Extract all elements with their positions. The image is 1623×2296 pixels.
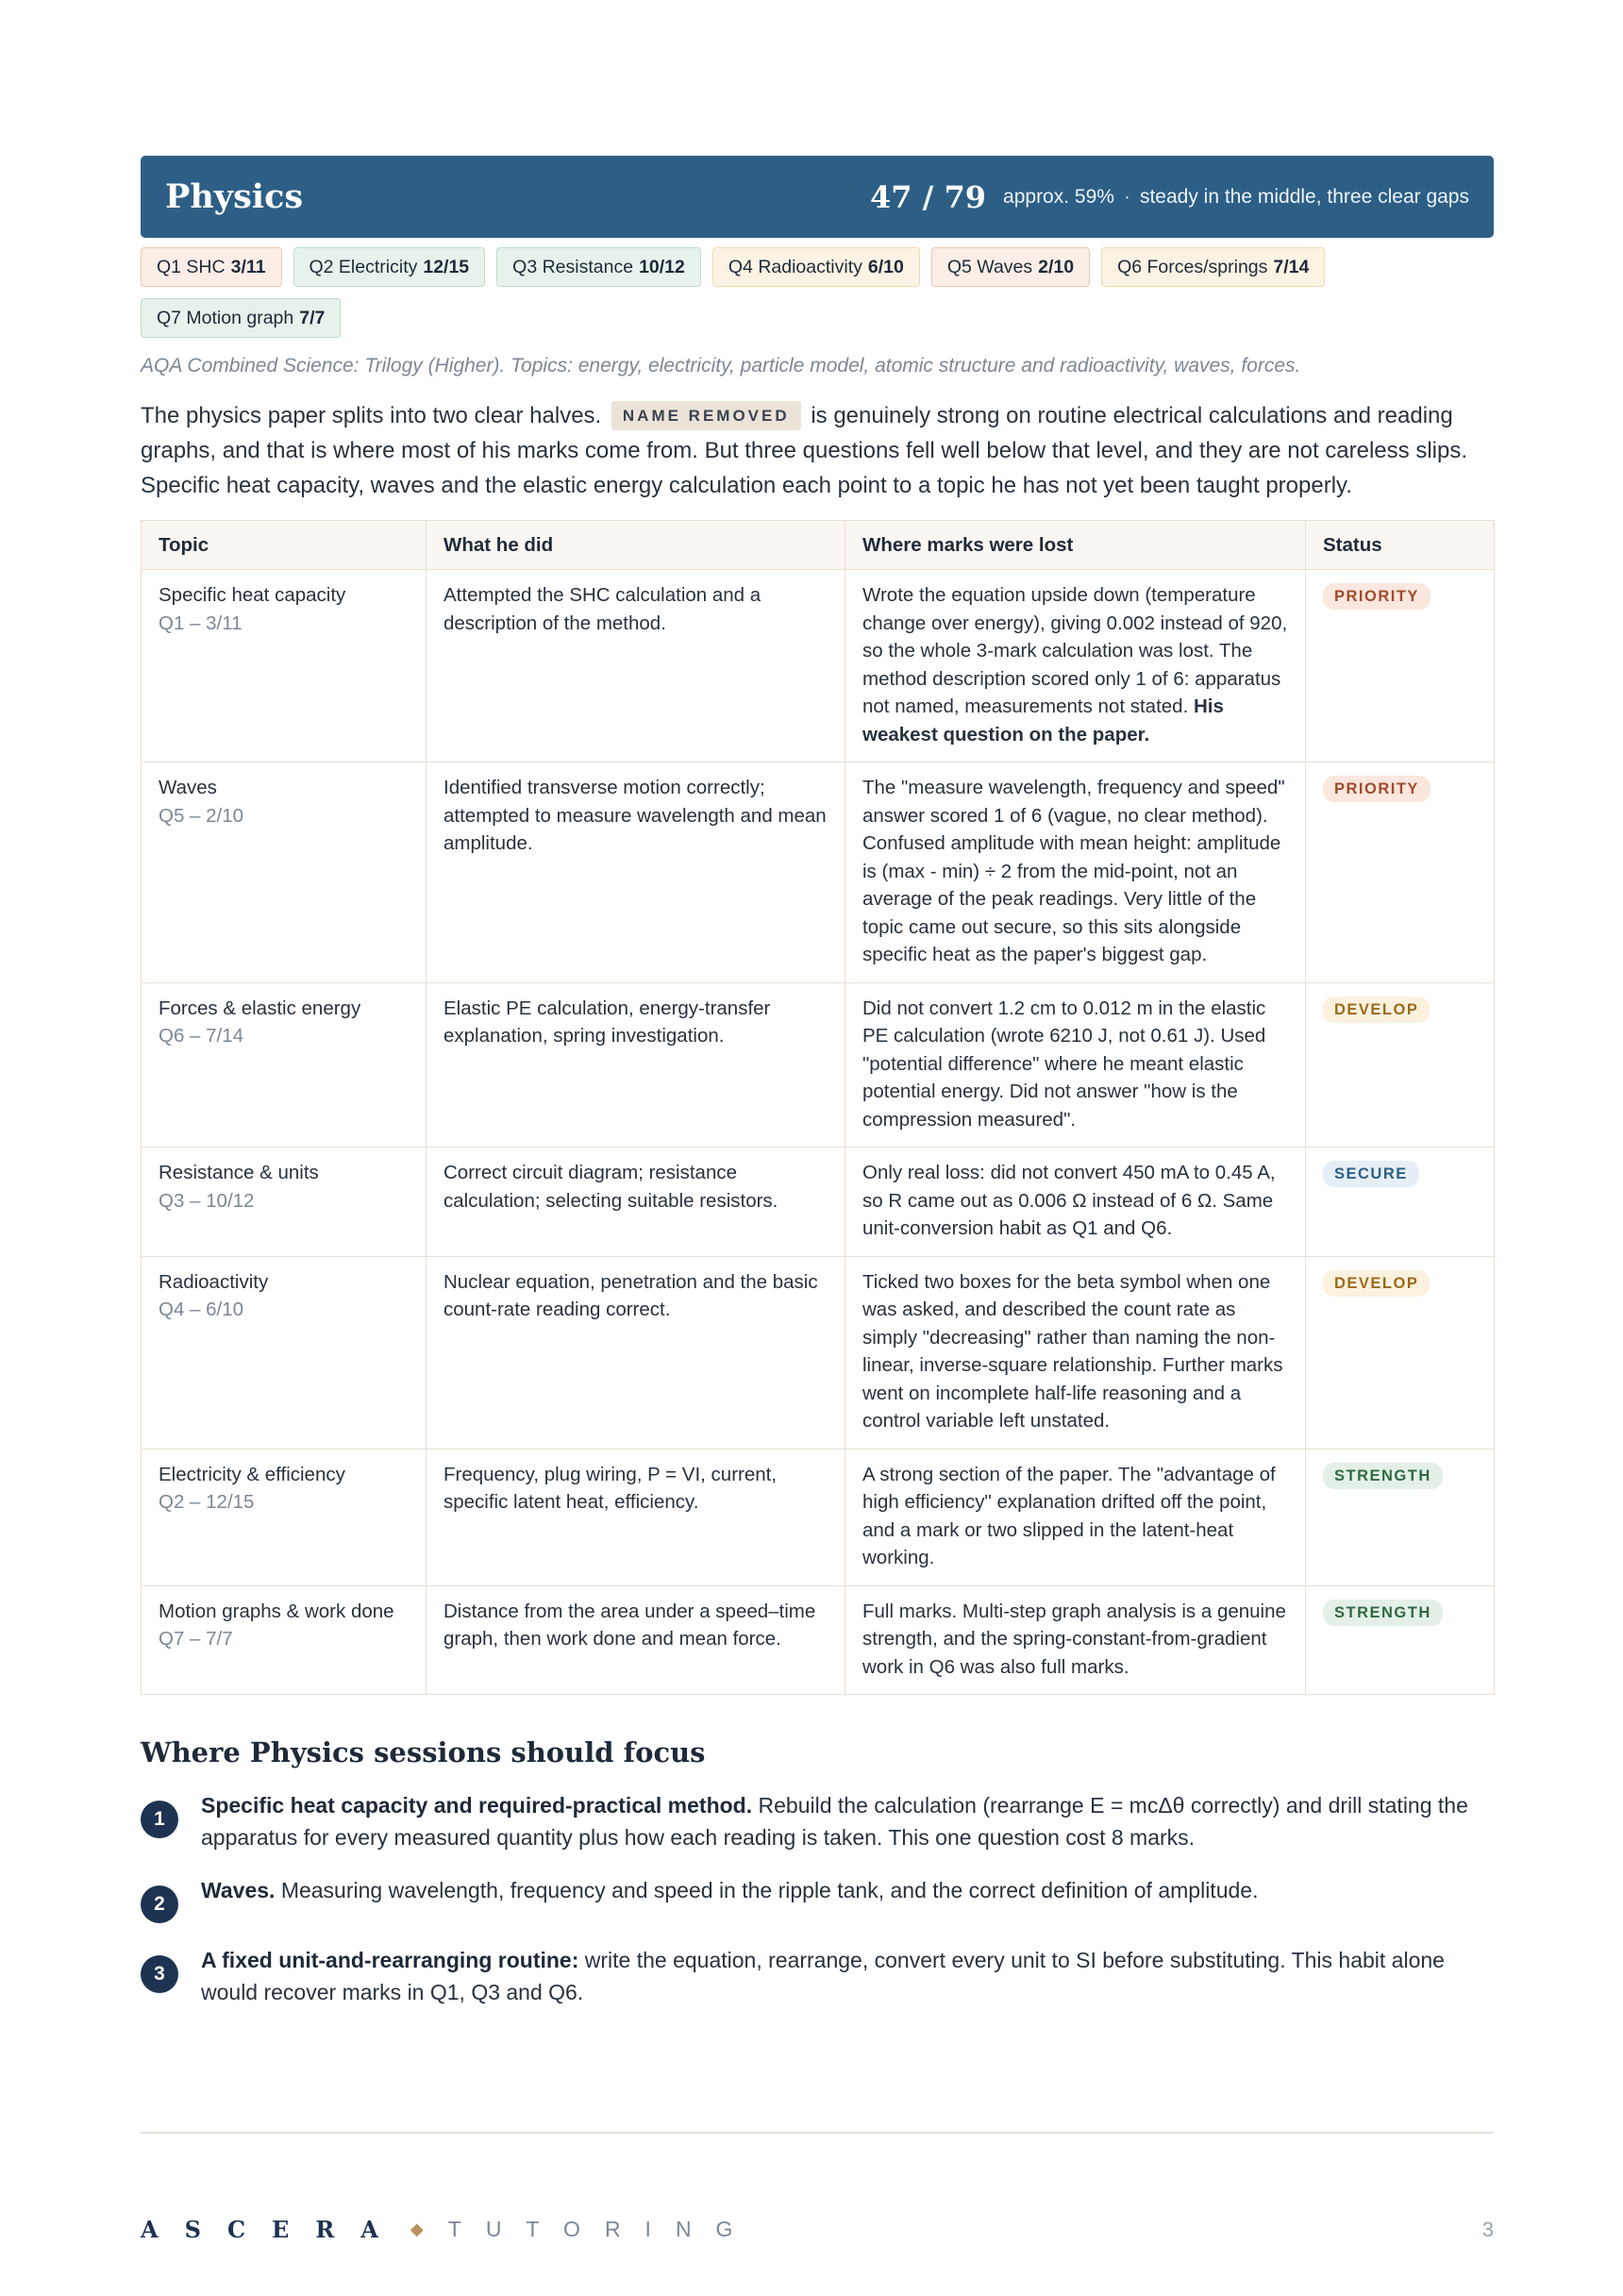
chip-q7: Q7 Motion graph 7/7: [141, 298, 341, 338]
status-cell: [1306, 570, 1495, 763]
exam-description: AQA Combined Science: Trilogy (Higher). Topics: energy, electricity, particle model, atomic structure and radioactivity, waves, forces.: [141, 355, 1301, 377]
topic-cell: Specific heat capacity Q1 – 3/11: [142, 570, 427, 763]
lead-paragraph: The physics paper splits into two clear halves. NAME REMOVED is genuinely strong on routine electrical calculations and reading graphs, and that is where most of his marks come from. But three questions fell well below that level, and they are not careless slips. Specific heat capacity, waves and the elastic energy calculation each point to a topic he has not yet been taught properly.: [141, 403, 1468, 498]
chip-q6: Q6 Forces/springs 7/14: [1101, 247, 1325, 287]
header-lost: Where marks were lost: [845, 521, 1306, 570]
chip-q3: Q3 Resistance 10/12: [496, 247, 701, 287]
lost-cell: Did not convert 1.2 cm to 0.012 m in the elastic PE calculation (wrote 6210 J, not 0.61 J). Used "potential difference" where he meant elastic potential energy. Did not answer "how is the compression measured".: [845, 982, 1306, 1148]
brand-wordmark-secondary: TUTORING: [447, 2217, 758, 2241]
footer-divider: [141, 2132, 1494, 2134]
chip-q5: Q5 Waves 2/10: [931, 247, 1090, 287]
did-cell: Nuclear equation, penetration and the basic count-rate reading correct.: [427, 1256, 845, 1449]
did-cell: Identified transverse motion correctly; attempted to measure wavelength and mean amplitude.: [427, 763, 845, 983]
focus-heading: Where Physics sessions should focus: [141, 1736, 706, 1768]
did-cell: Correct circuit diagram; resistance calculation; selecting suitable resistors.: [427, 1148, 845, 1257]
redacted-name: NAME REMOVED: [611, 401, 801, 430]
separator-dot: ·: [1123, 185, 1130, 208]
table-row: [142, 1449, 1495, 1585]
status-cell: [1306, 1585, 1495, 1695]
did-cell: Distance from the area under a speed–time graph, then work done and mean force.: [427, 1585, 845, 1695]
status-badge: SECURE: [1323, 1161, 1419, 1187]
brand-logo: [141, 2216, 757, 2243]
status-badge: DEVELOP: [1323, 1270, 1430, 1297]
status-cell: [1306, 763, 1495, 983]
lost-cell: Only real loss: did not convert 450 mA to 0.45 A, so R came out as 0.006 Ω instead of 6 Ω. Same unit-conversion habit as Q1 and Q6.: [845, 1148, 1306, 1257]
focus-number: 1: [141, 1801, 178, 1838]
lost-cell: Wrote the equation upside down (temperature change over energy), giving 0.002 instead of 920, so the whole 3-mark calculation was lost. The method description scored only 1 of 6: apparatus not named, measurements not stated. His weakest question on the paper.: [845, 570, 1306, 763]
chip-q1: Q1 SHC 3/11: [141, 247, 282, 287]
topic-cell: Motion graphs & work done Q7 – 7/7: [142, 1585, 427, 1695]
status-badge: STRENGTH: [1323, 1463, 1443, 1489]
status-badge: PRIORITY: [1323, 776, 1431, 802]
focus-list: [141, 1789, 1494, 2008]
status-cell: [1306, 1256, 1495, 1449]
topic-cell: Radioactivity Q4 – 6/10: [142, 1256, 427, 1449]
status-badge: STRENGTH: [1323, 1600, 1443, 1626]
table-row: [142, 1256, 1495, 1449]
lost-cell: Full marks. Multi-step graph analysis is a genuine strength, and the spring-constant-from-gradient work in Q6 was also full marks.: [845, 1585, 1306, 1695]
focus-number: 3: [141, 1955, 178, 1993]
status-cell: [1306, 1449, 1495, 1585]
total-score: 47 / 79: [870, 178, 987, 215]
lost-cell: The "measure wavelength, frequency and speed" answer scored 1 of 6 (vague, no clear method). Confused amplitude with mean height: amplitude is (max - min) ÷ 2 from the mid-point, not an average of the peak readings. Very little of the topic came out secure, so this sits alongside specific heat as the paper's biggest gap.: [845, 763, 1306, 983]
topic-cell: Waves Q5 – 2/10: [142, 763, 427, 983]
focus-item: [141, 1789, 1494, 1853]
approx-percent: approx. 59%: [1003, 185, 1114, 208]
topic-table: [141, 520, 1495, 1695]
subject-banner: [141, 156, 1494, 238]
table-row: [142, 570, 1495, 763]
lost-cell: A strong section of the paper. The "advantage of high efficiency" explanation drifted off the point, and a mark or two slipped in the latent-heat working.: [845, 1449, 1306, 1585]
did-cell: Attempted the SHC calculation and a description of the method.: [427, 570, 845, 763]
topic-cell: Electricity & efficiency Q2 – 12/15: [142, 1449, 427, 1585]
status-cell: [1306, 1148, 1495, 1257]
topic-cell: Forces & elastic energy Q6 – 7/14: [142, 982, 427, 1148]
header-status: Status: [1306, 521, 1495, 570]
status-cell: [1306, 982, 1495, 1148]
header-did: What he did: [427, 521, 845, 570]
focus-text: A fixed unit-and-rearranging routine: write the equation, rearrange, convert every unit to SI before substituting. This habit alone would recover marks in Q1, Q3 and Q6.: [201, 1948, 1445, 2004]
brand-wordmark-primary: ASCERA: [141, 2216, 405, 2243]
focus-number: 2: [141, 1885, 178, 1923]
subject-title: Physics: [165, 177, 304, 216]
did-cell: Frequency, plug wiring, P = VI, current, specific latent heat, efficiency.: [427, 1449, 845, 1585]
table-row: [142, 982, 1495, 1148]
report-page: [141, 156, 1494, 2029]
focus-item: [141, 1874, 1494, 1923]
chip-q4: Q4 Radioactivity 6/10: [712, 247, 920, 287]
did-cell: Elastic PE calculation, energy-transfer explanation, spring investigation.: [427, 982, 845, 1148]
topic-cell: Resistance & units Q3 – 10/12: [142, 1148, 427, 1257]
table-row: [142, 1148, 1495, 1257]
focus-text: Waves. Measuring wavelength, frequency and speed in the ripple tank, and the correct definition of amplitude.: [201, 1878, 1259, 1902]
focus-text: Specific heat capacity and required-practical method. Rebuild the calculation (rearrange E = mcΔθ correctly) and drill stating the apparatus for every measured quantity plus how each reading is taken. This one question cost 8 marks.: [201, 1793, 1468, 1850]
summary-note: steady in the middle, three clear gaps: [1139, 185, 1469, 208]
diamond-icon: ◆: [410, 2220, 424, 2238]
table-header-row: [142, 521, 1495, 570]
status-badge: DEVELOP: [1323, 997, 1430, 1023]
page-number: 3: [1481, 2218, 1494, 2241]
lost-cell: Ticked two boxes for the beta symbol when one was asked, and described the count rate as simply "decreasing" rather than naming the non-linear, inverse-square relationship. Further marks went on incomplete half-life reasoning and a control variable left unstated.: [845, 1256, 1306, 1449]
question-chips: [141, 247, 1494, 338]
table-row: [142, 763, 1495, 983]
chip-q2: Q2 Electricity 12/15: [293, 247, 486, 287]
focus-item: [141, 1944, 1494, 2008]
header-topic: Topic: [142, 521, 427, 570]
status-badge: PRIORITY: [1323, 583, 1431, 610]
table-row: [142, 1585, 1495, 1695]
